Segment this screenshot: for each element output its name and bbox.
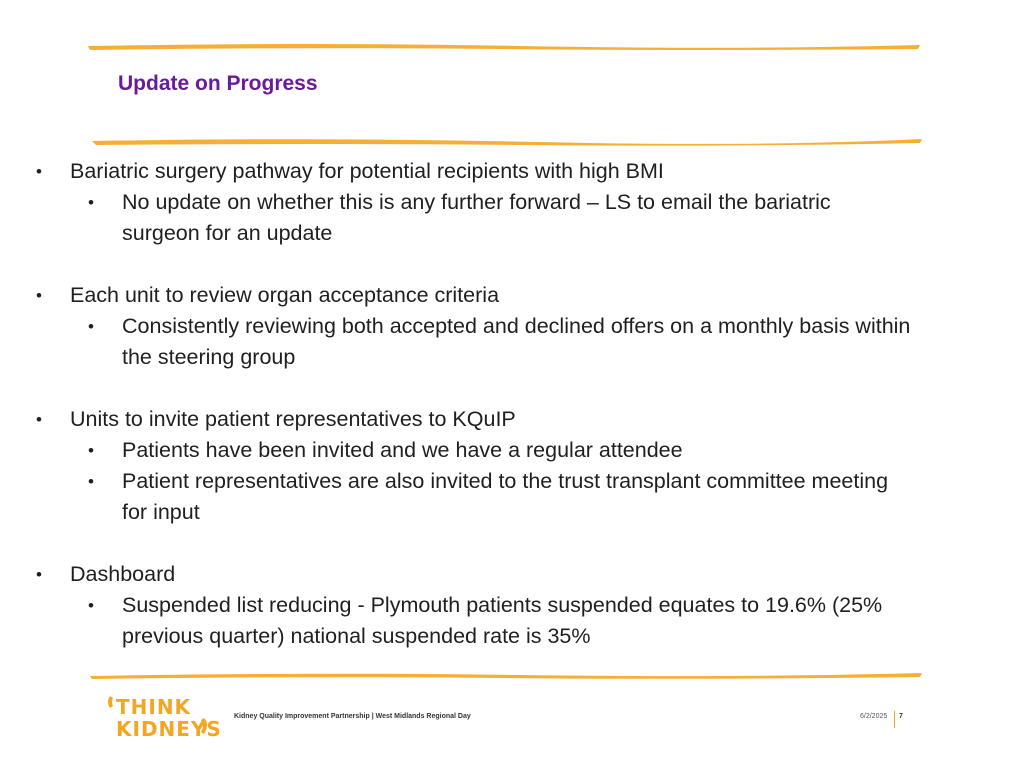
think-kidneys-logo	[104, 690, 222, 746]
bullet-item	[36, 280, 1006, 311]
bullet-item	[36, 404, 1006, 435]
bullet-icon: •	[36, 286, 42, 305]
sub-bullet-line: the steering group	[122, 345, 296, 369]
bullet-icon: •	[88, 596, 94, 615]
bullet-heading: Dashboard	[70, 562, 176, 586]
sub-bullet-item	[36, 187, 1006, 249]
footer-date: 6/2/2025	[860, 713, 888, 720]
bullet-icon: •	[36, 565, 42, 584]
bullet-icon: •	[88, 317, 94, 336]
logo-text-think: THINK	[116, 695, 192, 719]
bullet-icon: •	[88, 472, 94, 491]
sub-bullet-line: Consistently reviewing both accepted and declined offers on a monthly basis within	[122, 314, 911, 338]
logo-text-kidneys: KIDNEYS	[116, 717, 222, 741]
footer-caption: Kidney Quality Improvement Partnership | West Midlands Regional Day	[234, 713, 471, 720]
title-underline-brush-rule	[0, 134, 1024, 150]
bullet-heading: Units to invite patient representatives to KQuIP	[70, 407, 516, 431]
sub-bullet-item	[36, 435, 1006, 466]
bullet-icon: •	[88, 193, 94, 212]
sub-bullet-line: Patients have been invited and we have a regular attendee	[122, 438, 683, 462]
sub-bullet-item	[36, 466, 1006, 528]
slide-title: Update on Progress	[118, 72, 318, 95]
bullet-icon: •	[36, 162, 42, 181]
slide-body	[36, 156, 1006, 652]
page-number: 7	[899, 713, 903, 720]
bullet-item	[36, 156, 1006, 187]
bullet-item	[36, 559, 1006, 590]
section-dashboard	[36, 559, 1006, 652]
bullet-heading: Bariatric surgery pathway for potential recipients with high BMI	[70, 159, 664, 183]
sub-bullet-line: Suspended list reducing - Plymouth patients suspended equates to 19.6% (25%	[122, 593, 883, 617]
section-bariatric	[36, 156, 1006, 249]
bullet-icon: •	[36, 410, 42, 429]
page-number-divider	[894, 711, 895, 728]
section-organ-acceptance	[36, 280, 1006, 373]
bullet-icon: •	[88, 441, 94, 460]
sub-bullet-line: for input	[122, 500, 200, 524]
bullet-heading: Each unit to review organ acceptance criteria	[70, 283, 500, 307]
sub-bullet-line: No update on whether this is any further forward – LS to email the bariatric	[122, 190, 831, 214]
footer-brush-rule	[0, 668, 1024, 684]
sub-bullet-line: Patient representatives are also invited to the trust transplant committee meeting	[122, 469, 889, 493]
sub-bullet-item	[36, 590, 1006, 652]
sub-bullet-item	[36, 311, 1006, 373]
top-brush-rule	[0, 40, 1024, 56]
sub-bullet-line: surgeon for an update	[122, 221, 333, 245]
section-patient-representatives	[36, 404, 1006, 528]
sub-bullet-line: previous quarter) national suspended rate is 35%	[122, 624, 591, 648]
